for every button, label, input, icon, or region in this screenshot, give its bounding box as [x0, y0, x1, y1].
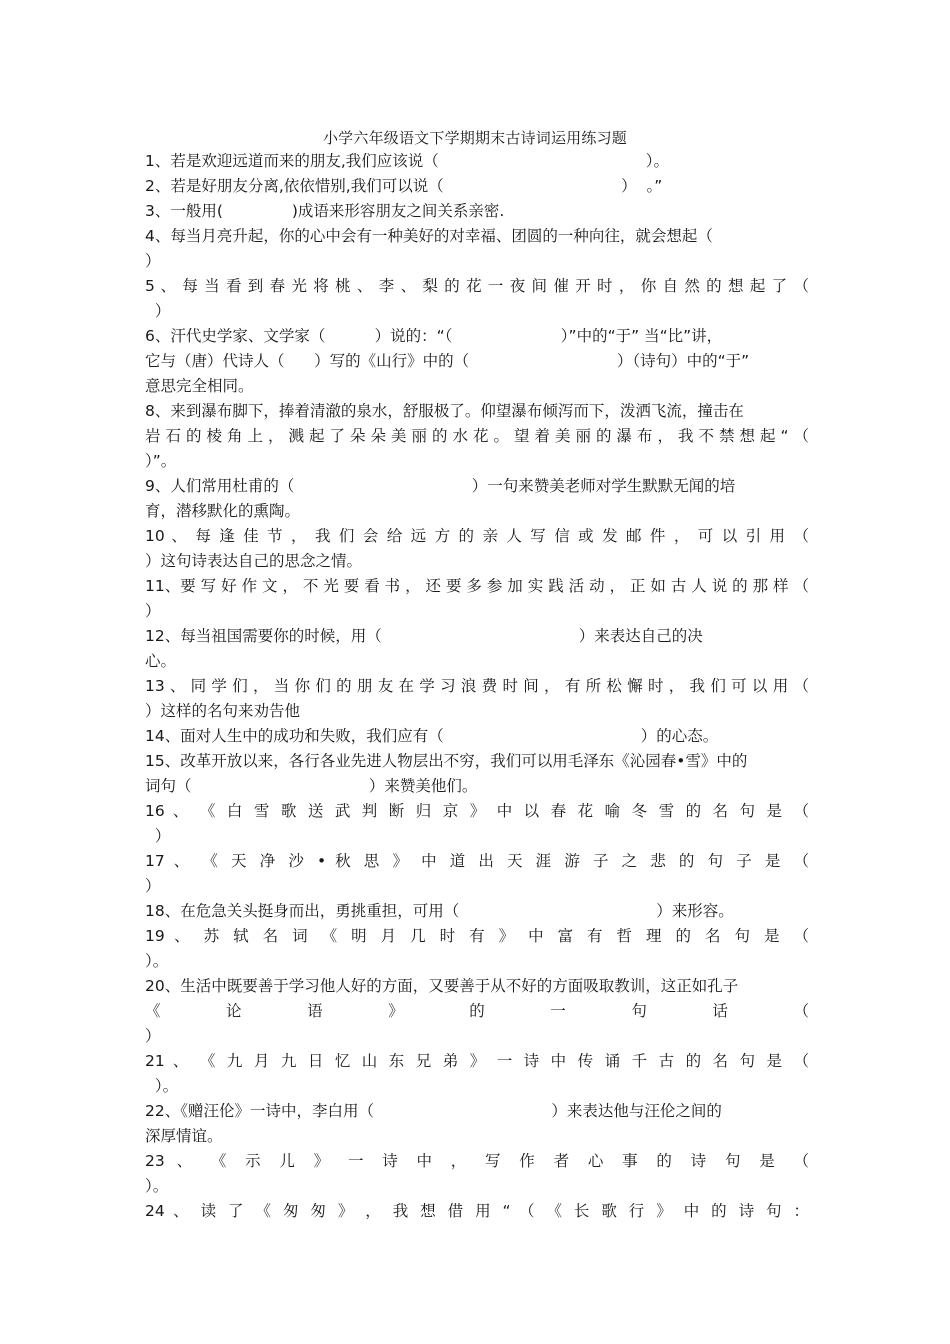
question-15-line: 词句（ ）来赞美他们。 [145, 777, 478, 795]
question-18-line: 18、在危急关头挺身而出，勇挑重担，可用（ ）来形容。 [145, 902, 734, 920]
question-21-line: ）。 [145, 1077, 179, 1095]
question-23-line: 23 、 《 示 儿 》 一 诗 中 ， 写 作 者 心 事 的 诗 句 是 （ [145, 1152, 809, 1170]
question-17-line: ） [145, 877, 161, 895]
question-19 [145, 924, 809, 974]
question-17 [145, 849, 809, 899]
question-10-line: ）这句诗表达自己的思念之情。 [145, 552, 363, 570]
question-21 [145, 1049, 809, 1099]
question-9-line: 9、人们常用杜甫的（ ）一句来赞美老师对学生默默无闻的培 [145, 477, 736, 495]
question-14 [145, 724, 809, 749]
question-13 [145, 674, 809, 724]
question-9-line: 育，潜移默化的熏陶。 [145, 502, 301, 520]
question-22-line: 深厚情谊。 [145, 1127, 223, 1145]
question-5-line: 5 、 每 当 看 到 春 光 将 桃 、 李 、 梨 的 花 一 夜 间 催 开 时 ， 你 自 然 的 想 起 了 （ [145, 277, 809, 295]
question-6-line: 6、汗代史学家、文学家（ ）说的：“（ ）”中的“于” 当“比”讲， [145, 327, 723, 345]
question-12 [145, 624, 809, 674]
question-6-line: 它与（唐）代诗人（ ）写的《山行》中的（ ）（诗句）中的“于” [145, 352, 750, 370]
question-8-line: 岩 石 的 棱 角 上 ， 溅 起 了 朵 朵 美 丽 的 水 花 。 望 着 美 丽 的 瀑 布 ， 我 不 禁 想 起 “ （ [145, 427, 809, 445]
question-3-line: 3、一般用( )成语来形容朋友之间关系亲密. [145, 202, 505, 220]
question-5 [145, 274, 809, 324]
question-15-line: 15、改革开放以来，各行各业先进人物层出不穷，我们可以用毛泽东《沁园春•雪》中的 [145, 752, 748, 770]
question-8-line: 8、来到瀑布脚下，捧着清澈的泉水，舒服极了。仰望瀑布倾泻而下，泼洒飞流，撞击在 [145, 402, 744, 420]
page-title: 小学六年级语文下学期期末古诗词运用练习题 [322, 129, 627, 147]
question-11-line: ） [145, 602, 161, 620]
question-12-line: 心。 [145, 652, 177, 670]
question-22-line: 22、《赠汪伦》一诗中，李白用（ ）来表达他与汪伦之间的 [145, 1102, 722, 1120]
question-17-line: 17 、 《 天 净 沙 • 秋 思 》 中 道 出 天 涯 游 子 之 悲 的 句 子 是 （ [145, 852, 809, 870]
question-8-line: ）”。 [145, 452, 177, 470]
question-4-line: 4、每当月亮升起，你的心中会有一种美好的对幸福、团圆的一种向往，就会想起（ [145, 227, 713, 245]
question-6 [145, 324, 809, 399]
question-9 [145, 474, 809, 524]
question-21-line: 21 、 《 九 月 九 日 忆 山 东 兄 弟 》 一 诗 中 传 诵 千 古 的 名 句 是 （ [145, 1052, 809, 1070]
question-10-line: 10 、 每 逢 佳 节 ， 我 们 会 给 远 方 的 亲 人 写 信 或 发 邮 件 ， 可 以 引 用 （ [145, 527, 809, 545]
question-2 [145, 174, 809, 199]
question-22 [145, 1099, 809, 1149]
question-24 [145, 1199, 809, 1224]
question-14-line: 14、面对人生中的成功和失败，我们应有（ ）的心态。 [145, 727, 719, 745]
question-13-line: 13 、 同 学 们 ， 当 你 们 的 朋 友 在 学 习 浪 费 时 间 ， 有 所 松 懈 时 ， 我 们 可 以 用 （ [145, 677, 809, 695]
question-18 [145, 899, 809, 924]
question-19-line: 19 、 苏 轼 名 词 《 明 月 几 时 有 》 中 富 有 哲 理 的 名 句 是 （ [145, 927, 809, 945]
question-6-line: 意思完全相同。 [145, 377, 254, 395]
question-5-line: ） [145, 302, 171, 320]
question-20-line: ） [145, 1027, 161, 1045]
question-13-line: ）这样的名句来劝告他 [145, 702, 301, 720]
question-15 [145, 749, 809, 799]
question-20 [145, 974, 809, 1049]
question-16 [145, 799, 809, 849]
question-4-line: ） [145, 252, 161, 270]
question-20-line: 《 论 语 》 的 一 句 话 （ [145, 1002, 809, 1020]
question-10 [145, 524, 809, 574]
question-24-line: 24 、 读 了 《 匆 匆 》 ， 我 想 借 用 “ （ 《 长 歌 行 》 中 的 诗 句 ： [145, 1202, 809, 1220]
question-11 [145, 574, 809, 624]
question-12-line: 12、每当祖国需要你的时候，用（ ）来表达自己的决 [145, 627, 703, 645]
question-20-line: 20、生活中既要善于学习他人好的方面，又要善于从不好的方面吸取教训，这正如孔子 [145, 977, 739, 995]
question-23-line: ）。 [145, 1177, 169, 1195]
question-3 [145, 199, 809, 224]
question-1 [145, 149, 809, 174]
question-11-line: 11、要 写 好 作 文 ， 不 光 要 看 书 ， 还 要 多 参 加 实 践 活 动 ， 正 如 古 人 说 的 那 样 （ [145, 577, 809, 595]
question-16-line: 16 、 《 白 雪 歌 送 武 判 断 归 京 》 中 以 春 花 喻 冬 雪 的 名 句 是 （ [145, 802, 809, 820]
question-19-line: ）。 [145, 952, 169, 970]
question-23 [145, 1149, 809, 1199]
question-16-line: ） [145, 827, 171, 845]
question-2-line: 2、若是好朋友分离,依依惜别,我们可以说（ ） 。” [145, 177, 663, 195]
question-8 [145, 399, 809, 474]
question-1-line: 1、若是欢迎远道而来的朋友,我们应该说（ ）。 [145, 152, 669, 170]
question-4 [145, 224, 809, 274]
